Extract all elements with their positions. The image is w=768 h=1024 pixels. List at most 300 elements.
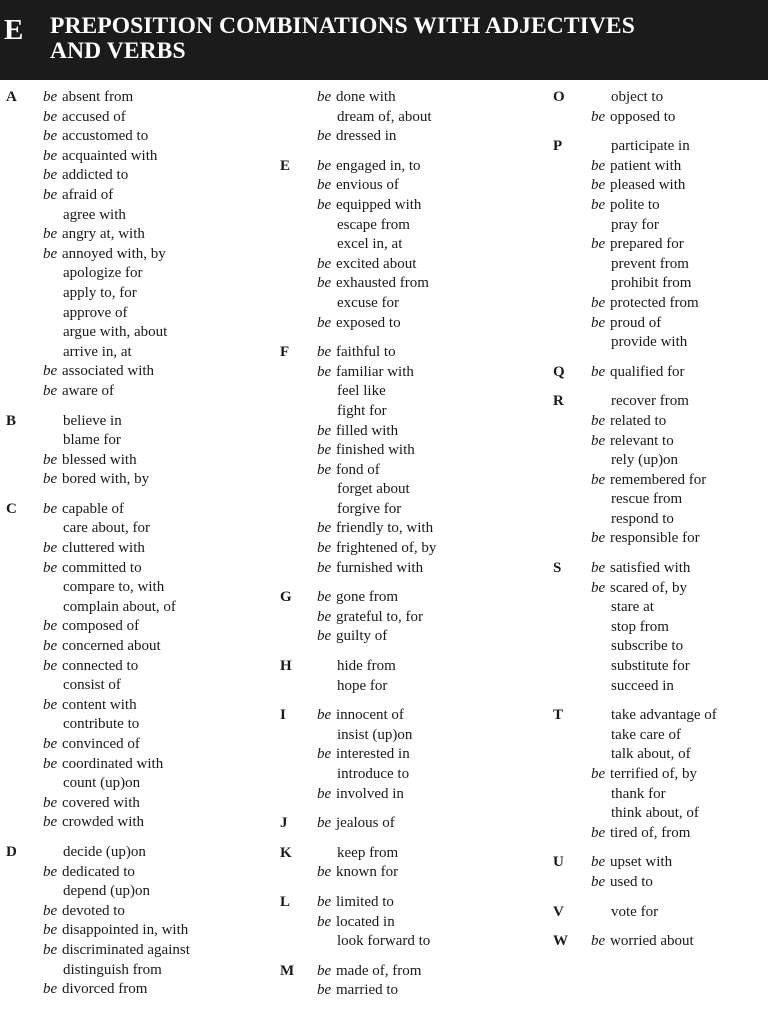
entry-row bbox=[317, 765, 530, 785]
entry-row bbox=[317, 962, 530, 982]
entry-text: polite to bbox=[610, 196, 660, 213]
group-letter: U bbox=[553, 854, 564, 871]
entry-text: composed of bbox=[62, 618, 140, 635]
be-word: be bbox=[317, 540, 332, 557]
entry-text: connected to bbox=[62, 657, 139, 674]
entry-text: engaged in, to bbox=[336, 157, 421, 174]
entry-text: gone from bbox=[336, 589, 399, 606]
entry-row bbox=[591, 255, 763, 275]
entry-row bbox=[317, 88, 530, 108]
be-word: be bbox=[317, 363, 332, 380]
entry-text: hope for bbox=[337, 677, 388, 694]
be-word: be bbox=[317, 314, 332, 331]
entry-row bbox=[591, 108, 763, 128]
entry-row bbox=[43, 127, 256, 147]
be-word: be bbox=[43, 245, 58, 262]
entry-row bbox=[591, 274, 763, 294]
be-word: be bbox=[317, 461, 332, 478]
letter-group bbox=[280, 657, 530, 696]
entry-row bbox=[43, 147, 256, 167]
entry-text: thank for bbox=[611, 785, 666, 802]
be-word: be bbox=[591, 560, 606, 577]
entry-text: blame for bbox=[63, 432, 121, 449]
entry-list bbox=[317, 343, 530, 578]
entry-text: used to bbox=[610, 873, 653, 890]
entry-text: depend (up)on bbox=[63, 883, 151, 900]
letter-group bbox=[280, 88, 530, 147]
entry-list bbox=[317, 657, 530, 696]
entry-row bbox=[591, 657, 763, 677]
entry-text: forget about bbox=[337, 481, 410, 498]
entry-row bbox=[591, 157, 763, 177]
entry-row bbox=[43, 343, 256, 363]
be-word: be bbox=[591, 314, 606, 331]
entry-list bbox=[591, 903, 763, 923]
entry-text: divorced from bbox=[62, 981, 148, 998]
group-letter: R bbox=[553, 393, 564, 410]
be-word: be bbox=[43, 755, 58, 772]
be-word: be bbox=[43, 186, 58, 203]
entry-row bbox=[317, 108, 530, 128]
entry-row bbox=[317, 363, 530, 383]
entry-text: provide with bbox=[611, 334, 688, 351]
entry-text: insist (up)on bbox=[337, 726, 413, 743]
entry-list bbox=[43, 843, 256, 1000]
entry-row bbox=[317, 657, 530, 677]
entry-text: fond of bbox=[336, 461, 380, 478]
entry-text: talk about, of bbox=[611, 746, 691, 763]
entry-row bbox=[591, 559, 763, 579]
entry-text: furnished with bbox=[336, 559, 424, 576]
entry-row bbox=[317, 981, 530, 1001]
section-letter: E bbox=[4, 14, 24, 46]
be-word: be bbox=[43, 814, 58, 831]
letter-group bbox=[280, 844, 530, 883]
be-word: be bbox=[43, 981, 58, 998]
letter-group bbox=[553, 88, 763, 127]
entry-row bbox=[591, 137, 763, 157]
entry-row bbox=[317, 343, 530, 363]
entry-text: patient with bbox=[610, 157, 682, 174]
entry-row bbox=[317, 402, 530, 422]
entry-row bbox=[317, 745, 530, 765]
entry-row bbox=[43, 500, 256, 520]
entry-text: look forward to bbox=[337, 933, 431, 950]
entry-row bbox=[43, 559, 256, 579]
letter-group bbox=[553, 932, 763, 952]
be-word: be bbox=[317, 608, 332, 625]
entry-row bbox=[43, 431, 256, 451]
group-letter: G bbox=[280, 589, 292, 606]
entry-text: subscribe to bbox=[611, 638, 684, 655]
entry-text: take care of bbox=[611, 726, 681, 743]
entry-text: cluttered with bbox=[62, 540, 145, 557]
entry-text: associated with bbox=[62, 363, 155, 380]
entry-text: concerned about bbox=[62, 638, 161, 655]
be-word: be bbox=[43, 638, 58, 655]
entry-row bbox=[317, 785, 530, 805]
entry-text: arrive in, at bbox=[63, 343, 132, 360]
entry-text: made of, from bbox=[336, 962, 422, 979]
entry-row bbox=[591, 677, 763, 697]
entry-row bbox=[317, 932, 530, 952]
group-letter: I bbox=[280, 707, 286, 724]
entry-list bbox=[317, 844, 530, 883]
section-header bbox=[0, 0, 768, 80]
letter-group bbox=[553, 853, 763, 892]
entry-text: afraid of bbox=[62, 186, 114, 203]
entry-list bbox=[591, 853, 763, 892]
entry-text: aware of bbox=[62, 382, 115, 399]
entry-row bbox=[591, 314, 763, 334]
entry-row bbox=[43, 206, 256, 226]
entry-text: devoted to bbox=[62, 902, 125, 919]
entry-row bbox=[591, 873, 763, 893]
be-word: be bbox=[43, 902, 58, 919]
group-letter: P bbox=[553, 138, 563, 155]
entry-list bbox=[317, 814, 530, 834]
entry-row bbox=[43, 657, 256, 677]
entry-list bbox=[43, 412, 256, 490]
entry-list bbox=[317, 706, 530, 804]
be-word: be bbox=[317, 128, 332, 145]
entry-row bbox=[591, 432, 763, 452]
entry-text: participate in bbox=[611, 138, 690, 155]
letter-group bbox=[280, 157, 530, 333]
entry-text: count (up)on bbox=[63, 775, 141, 792]
be-word: be bbox=[591, 108, 606, 125]
be-word: be bbox=[317, 785, 332, 802]
be-word: be bbox=[591, 824, 606, 841]
entry-text: compare to, with bbox=[63, 579, 165, 596]
be-word: be bbox=[43, 794, 58, 811]
entry-text: done with bbox=[336, 89, 396, 105]
letter-group bbox=[280, 962, 530, 1001]
be-word: be bbox=[317, 177, 332, 194]
be-word: be bbox=[317, 628, 332, 645]
be-word: be bbox=[591, 854, 606, 871]
entry-row bbox=[43, 735, 256, 755]
entry-row bbox=[317, 588, 530, 608]
entry-row bbox=[591, 490, 763, 510]
entry-row bbox=[43, 941, 256, 961]
group-letter: E bbox=[280, 157, 291, 174]
entry-list bbox=[43, 88, 256, 402]
be-word: be bbox=[591, 530, 606, 547]
entry-text: accused of bbox=[62, 108, 126, 125]
be-word: be bbox=[43, 618, 58, 635]
entry-row bbox=[43, 539, 256, 559]
entry-row bbox=[317, 294, 530, 314]
be-word: be bbox=[43, 736, 58, 752]
entry-text: exposed to bbox=[336, 314, 401, 331]
entry-row bbox=[317, 608, 530, 628]
section-title-line-2: AND VERBS bbox=[50, 38, 186, 64]
entry-row bbox=[317, 913, 530, 933]
entry-row bbox=[591, 932, 763, 952]
entry-row bbox=[591, 363, 763, 383]
group-letter: V bbox=[553, 903, 564, 920]
be-word: be bbox=[43, 451, 58, 468]
entry-row bbox=[317, 176, 530, 196]
letter-group bbox=[280, 814, 530, 834]
group-letter: H bbox=[280, 658, 292, 675]
entry-row bbox=[43, 362, 256, 382]
column-2 bbox=[280, 88, 530, 1001]
entry-text: care about, for bbox=[63, 520, 151, 537]
entry-row bbox=[317, 706, 530, 726]
entry-text: pray for bbox=[611, 216, 659, 233]
entry-text: believe in bbox=[63, 412, 122, 429]
entry-row bbox=[591, 471, 763, 491]
entry-row bbox=[43, 813, 256, 833]
group-letter: A bbox=[6, 89, 17, 105]
entry-row bbox=[43, 88, 256, 108]
be-word: be bbox=[317, 344, 332, 361]
entry-row bbox=[317, 500, 530, 520]
entry-text: rescue from bbox=[611, 491, 683, 508]
group-letter: D bbox=[6, 843, 17, 860]
be-word: be bbox=[43, 471, 58, 488]
entry-row bbox=[43, 470, 256, 490]
entry-row bbox=[43, 598, 256, 618]
entry-text: stop from bbox=[611, 618, 669, 635]
letter-group bbox=[553, 137, 763, 353]
be-word: be bbox=[591, 236, 606, 253]
entry-row bbox=[317, 255, 530, 275]
group-letter: B bbox=[6, 412, 17, 429]
entry-text: disappointed in, with bbox=[62, 922, 189, 939]
entry-list bbox=[591, 363, 763, 383]
entry-text: known for bbox=[336, 864, 399, 881]
entry-text: discriminated against bbox=[62, 941, 190, 958]
entry-row bbox=[43, 921, 256, 941]
entry-text: substitute for bbox=[611, 658, 690, 675]
entry-text: blessed with bbox=[62, 451, 137, 468]
be-word: be bbox=[317, 442, 332, 459]
entry-row bbox=[317, 677, 530, 697]
be-word: be bbox=[43, 363, 58, 380]
letter-group bbox=[6, 500, 256, 833]
be-word: be bbox=[591, 933, 606, 950]
entry-text: keep from bbox=[337, 844, 399, 861]
entry-text: innocent of bbox=[336, 707, 404, 724]
entry-row bbox=[591, 333, 763, 353]
entry-row bbox=[591, 598, 763, 618]
letter-group bbox=[553, 363, 763, 383]
entry-row bbox=[43, 617, 256, 637]
entry-text: prevent from bbox=[611, 255, 689, 272]
entry-text: rely (up)on bbox=[611, 452, 679, 469]
entry-text: think about, of bbox=[611, 805, 699, 822]
entry-list bbox=[43, 500, 256, 833]
group-letter: T bbox=[553, 707, 564, 724]
entry-row bbox=[43, 882, 256, 902]
entry-list bbox=[591, 137, 763, 353]
entry-row bbox=[43, 108, 256, 128]
be-word: be bbox=[317, 815, 332, 832]
be-word: be bbox=[317, 589, 332, 606]
entry-text: excel in, at bbox=[337, 236, 403, 253]
entry-row bbox=[591, 765, 763, 785]
entry-row bbox=[43, 304, 256, 324]
be-word: be bbox=[43, 167, 58, 184]
entry-text: bored with, by bbox=[62, 471, 150, 488]
be-word: be bbox=[317, 707, 332, 724]
entry-row bbox=[317, 235, 530, 255]
entry-row bbox=[591, 637, 763, 657]
entry-row bbox=[43, 980, 256, 1000]
entry-row bbox=[43, 755, 256, 775]
entry-row bbox=[317, 893, 530, 913]
entry-text: apply to, for bbox=[63, 284, 137, 301]
be-word: be bbox=[43, 128, 58, 145]
letter-group bbox=[6, 88, 256, 402]
entry-text: succeed in bbox=[611, 677, 674, 694]
entry-row bbox=[591, 451, 763, 471]
letter-group bbox=[280, 343, 530, 578]
entry-row bbox=[43, 264, 256, 284]
entry-text: qualified for bbox=[610, 363, 685, 380]
entry-text: agree with bbox=[63, 206, 126, 223]
entry-text: prohibit from bbox=[611, 275, 692, 292]
entry-row bbox=[43, 676, 256, 696]
entry-row bbox=[591, 235, 763, 255]
be-word: be bbox=[591, 766, 606, 782]
entry-row bbox=[317, 216, 530, 236]
letter-group bbox=[553, 706, 763, 843]
entry-row bbox=[317, 539, 530, 559]
be-word: be bbox=[317, 913, 332, 930]
entry-text: friendly to, with bbox=[336, 520, 434, 537]
be-word: be bbox=[591, 412, 606, 429]
group-letter: J bbox=[280, 815, 288, 832]
entry-row bbox=[591, 412, 763, 432]
group-letter: S bbox=[553, 560, 562, 577]
be-word: be bbox=[43, 863, 58, 880]
entry-row bbox=[591, 579, 763, 599]
entry-row bbox=[591, 88, 763, 108]
entry-row bbox=[317, 127, 530, 147]
be-word: be bbox=[43, 89, 58, 105]
be-word: be bbox=[317, 255, 332, 272]
entry-row bbox=[317, 461, 530, 481]
entry-text: forgive for bbox=[337, 500, 402, 517]
entry-text: located in bbox=[336, 913, 395, 930]
group-letter: Q bbox=[553, 363, 565, 380]
entry-list bbox=[317, 893, 530, 952]
be-word: be bbox=[317, 962, 332, 979]
entry-row bbox=[43, 961, 256, 981]
be-word: be bbox=[591, 196, 606, 213]
entry-list bbox=[591, 559, 763, 696]
entry-row bbox=[591, 706, 763, 726]
group-letter: F bbox=[280, 344, 290, 361]
entry-row bbox=[43, 637, 256, 657]
be-word: be bbox=[317, 157, 332, 174]
entry-row bbox=[591, 529, 763, 549]
entry-text: limited to bbox=[336, 893, 394, 910]
entry-row bbox=[317, 559, 530, 579]
entry-row bbox=[317, 863, 530, 883]
entry-text: tired of, from bbox=[610, 824, 691, 841]
entry-row bbox=[317, 844, 530, 864]
entry-row bbox=[317, 627, 530, 647]
entry-text: coordinated with bbox=[62, 755, 164, 772]
entry-row bbox=[43, 696, 256, 716]
be-word: be bbox=[591, 294, 606, 311]
entry-row bbox=[317, 519, 530, 539]
entry-text: remembered for bbox=[610, 471, 707, 488]
entry-text: worried about bbox=[610, 933, 694, 950]
entry-row bbox=[591, 618, 763, 638]
entry-text: grateful to, for bbox=[336, 608, 424, 625]
be-word: be bbox=[317, 520, 332, 537]
entry-text: contribute to bbox=[63, 716, 140, 733]
letter-group bbox=[280, 588, 530, 647]
entry-text: take advantage of bbox=[611, 707, 717, 724]
entry-text: fight for bbox=[337, 402, 387, 419]
entry-row bbox=[317, 382, 530, 402]
be-word: be bbox=[317, 559, 332, 576]
be-word: be bbox=[43, 500, 58, 517]
entry-row bbox=[43, 774, 256, 794]
section-title-line-1: PREPOSITION COMBINATIONS WITH ADJECTIVES bbox=[50, 13, 635, 39]
group-letter: L bbox=[280, 893, 291, 910]
entry-text: recover from bbox=[611, 393, 689, 410]
entry-text: content with bbox=[62, 696, 137, 713]
entry-row bbox=[43, 578, 256, 598]
entry-text: envious of bbox=[336, 177, 399, 194]
entry-row bbox=[317, 814, 530, 834]
be-word: be bbox=[591, 363, 606, 380]
entry-text: addicted to bbox=[62, 167, 129, 184]
entry-list bbox=[591, 706, 763, 843]
be-word: be bbox=[43, 226, 58, 243]
entry-row bbox=[591, 824, 763, 844]
entry-row bbox=[317, 441, 530, 461]
letter-group bbox=[553, 559, 763, 696]
entry-list bbox=[317, 157, 530, 333]
entry-text: frightened of, by bbox=[336, 540, 437, 557]
entry-text: guilty of bbox=[336, 628, 388, 645]
entry-row bbox=[591, 196, 763, 216]
entry-row bbox=[43, 323, 256, 343]
section-title bbox=[50, 14, 762, 64]
entry-row bbox=[591, 510, 763, 530]
entry-text: convinced of bbox=[62, 736, 140, 752]
entry-row bbox=[317, 726, 530, 746]
letter-group bbox=[553, 392, 763, 549]
entry-text: opposed to bbox=[610, 108, 676, 125]
group-letter: M bbox=[280, 962, 295, 979]
letter-group bbox=[6, 843, 256, 1000]
entry-row bbox=[43, 794, 256, 814]
entry-row bbox=[317, 274, 530, 294]
entry-text: pleased with bbox=[610, 177, 686, 194]
entry-row bbox=[317, 422, 530, 442]
be-word: be bbox=[317, 422, 332, 439]
be-word: be bbox=[43, 696, 58, 713]
entry-row bbox=[591, 903, 763, 923]
entry-text: equipped with bbox=[336, 196, 422, 213]
entry-row bbox=[317, 480, 530, 500]
entry-row bbox=[317, 157, 530, 177]
entry-text: hide from bbox=[337, 658, 396, 675]
entry-text: distinguish from bbox=[63, 961, 162, 978]
entry-text: excited about bbox=[336, 255, 417, 272]
be-word: be bbox=[43, 108, 58, 125]
